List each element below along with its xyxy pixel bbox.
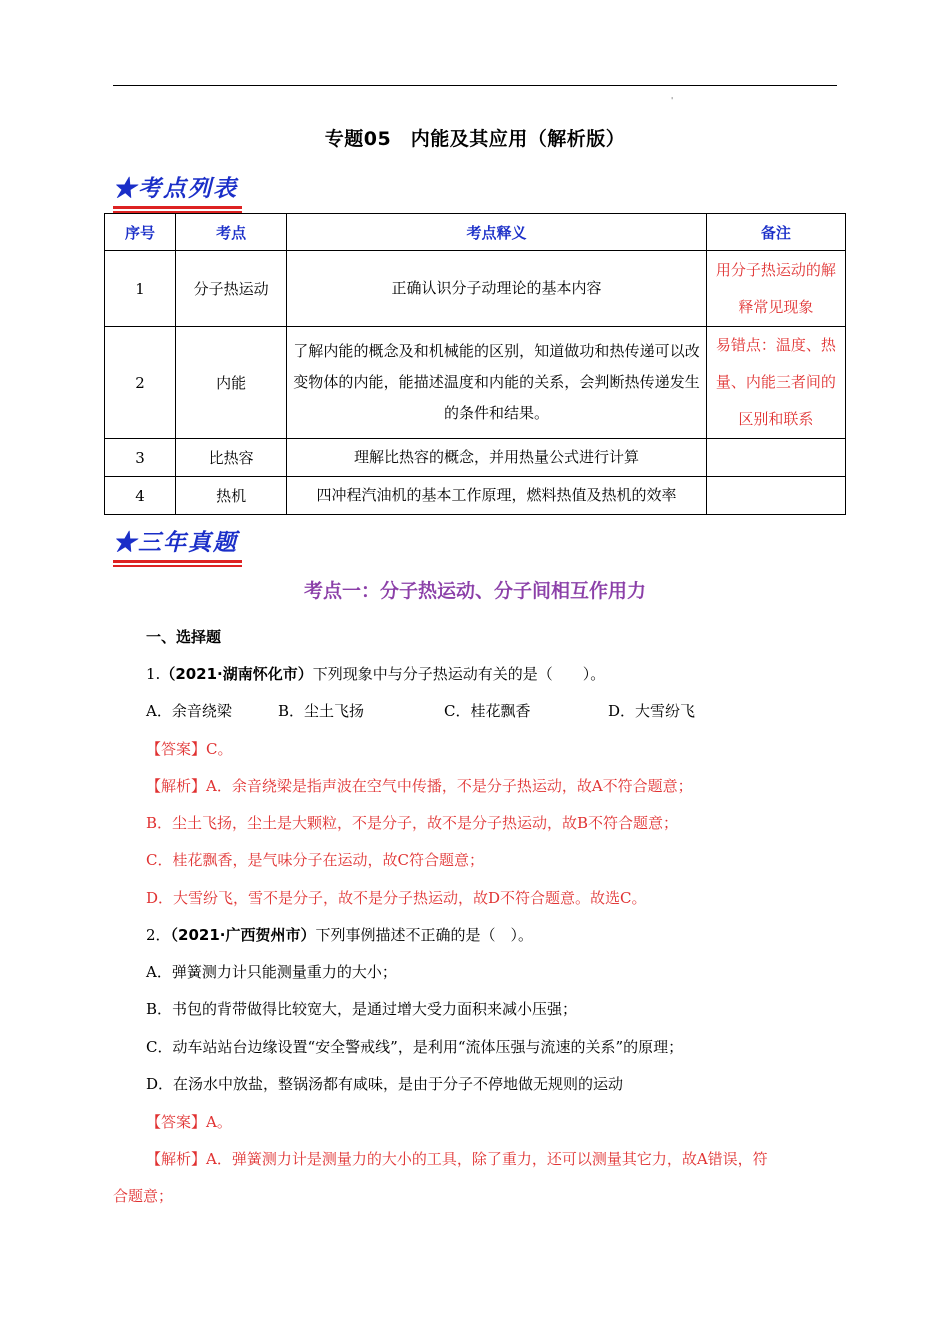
col-header-desc: 考点释义 xyxy=(287,214,707,251)
question-2-analysis: 【解析】A．弹簧测力计是测量力的大小的工具，除了重力，还可以测量其它力，故A错误，符 xyxy=(146,1150,768,1168)
header-mark: ' xyxy=(671,96,674,105)
question-2-option-a: A．弹簧测力计只能测量重力的大小； xyxy=(146,963,397,981)
question-1-option-a: A．余音绕梁 xyxy=(146,702,232,720)
col-header-note: 备注 xyxy=(706,214,845,251)
question-2-option-b: B．书包的背带做得比较宽大，是通过增大受力面积来减小压强； xyxy=(146,1000,578,1018)
topic-subtitle: 考点一：分子热运动、分子间相互作用力 xyxy=(303,580,646,602)
cell-topic: 内能 xyxy=(176,327,287,439)
heading-underline xyxy=(113,560,242,563)
question-2-answer: 【答案】A。 xyxy=(146,1113,232,1131)
cell-note xyxy=(706,477,845,515)
question-1-option-c: C．桂花飘香 xyxy=(444,702,531,720)
topics-table xyxy=(104,213,846,515)
col-header-no: 序号 xyxy=(105,214,176,251)
page-title: 专题05 内能及其应用（解析版） xyxy=(324,128,626,150)
table-row xyxy=(105,327,846,439)
table-row xyxy=(105,251,846,327)
question-1-analysis-c: C．桂花飘香，是气味分子在运动，故C符合题意； xyxy=(146,851,484,869)
cell-desc: 理解比热容的概念，并用热量公式进行计算 xyxy=(287,439,707,477)
question-2-option-c: C．动车站站台边缘设置“安全警戒线”，是利用“流体压强与流速的关系”的原理； xyxy=(146,1038,684,1056)
cell-topic: 热机 xyxy=(176,477,287,515)
header-rule xyxy=(113,85,837,86)
question-1-option-d: D．大雪纷飞 xyxy=(608,702,696,720)
question-1-answer: 【答案】C。 xyxy=(146,740,233,758)
part-heading: 一、选择题 xyxy=(146,628,222,646)
cell-topic: 分子热运动 xyxy=(176,251,287,327)
cell-note: 易错点：温度、热量、内能三者间的区别和联系 xyxy=(706,327,845,439)
cell-note: 用分子热运动的解释常见现象 xyxy=(706,251,845,327)
question-2-option-d: D．在汤水中放盐，整锅汤都有咸味，是由于分子不停地做无规则的运动 xyxy=(146,1075,624,1093)
table-row xyxy=(105,477,846,515)
table-header-row xyxy=(105,214,846,251)
question-1-stem: 1.（2021·湖南怀化市）下列现象中与分子热运动有关的是（ ）。 xyxy=(146,665,606,683)
cell-no: 2 xyxy=(105,327,176,439)
question-1-option-b: B．尘土飞扬 xyxy=(278,702,365,720)
cell-topic: 比热容 xyxy=(176,439,287,477)
section-heading-topics: ★考点列表 xyxy=(113,170,238,203)
cell-desc: 正确认识分子动理论的基本内容 xyxy=(287,251,707,327)
question-1-analysis-b: B．尘土飞扬，尘土是大颗粒，不是分子，故不是分子热运动，故B不符合题意； xyxy=(146,814,679,832)
cell-no: 4 xyxy=(105,477,176,515)
cell-no: 3 xyxy=(105,439,176,477)
cell-no: 1 xyxy=(105,251,176,327)
cell-note xyxy=(706,439,845,477)
question-1-analysis-d: D．大雪纷飞，雪不是分子，故不是分子热运动，故D不符合题意。故选C。 xyxy=(146,889,647,907)
col-header-topic: 考点 xyxy=(176,214,287,251)
question-1-analysis-a: 【解析】A．余音绕梁是指声波在空气中传播，不是分子热运动，故A不符合题意； xyxy=(146,777,693,795)
cell-desc: 四冲程汽油机的基本工作原理，燃料热值及热机的效率 xyxy=(287,477,707,515)
table-row xyxy=(105,439,846,477)
question-2-stem: 2．（2021·广西贺州市）下列事例描述不正确的是（ ）。 xyxy=(146,926,534,944)
question-2-analysis-cont: 合题意； xyxy=(113,1187,174,1205)
heading-underline xyxy=(113,565,242,567)
cell-desc: 了解内能的概念及和机械能的区别，知道做功和热传递可以改变物体的内能，能描述温度和内能的关系，会判断热传递发生的条件和结果。 xyxy=(287,327,707,439)
heading-underline xyxy=(113,206,242,209)
section-heading-exams: ★三年真题 xyxy=(113,524,238,557)
